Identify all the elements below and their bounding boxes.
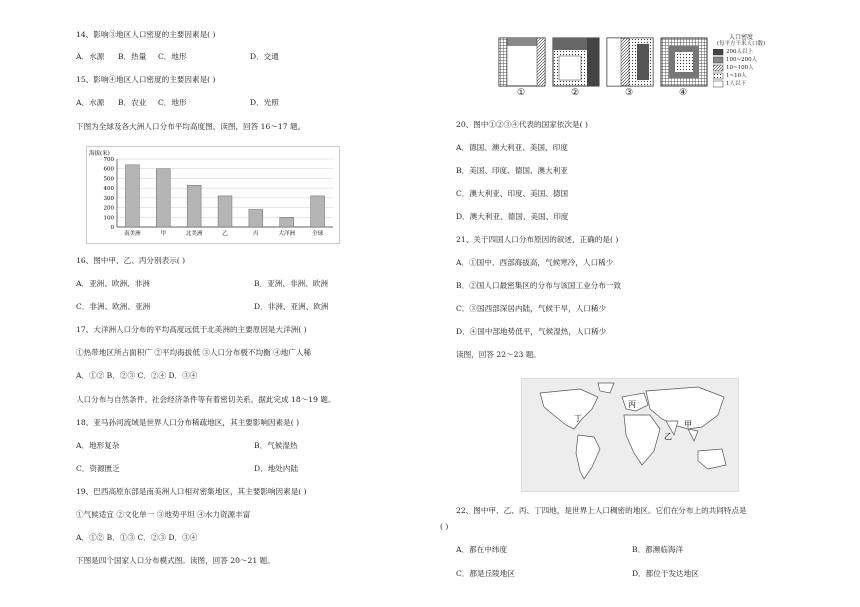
question-20: 20、图中①②③④代表的国家依次是( ) (456, 120, 588, 129)
q16-option-d[interactable]: D．非洲、亚洲、欧洲 (254, 302, 329, 311)
bar-大洋洲 (280, 217, 294, 227)
q15-option-c[interactable]: C．地形 (158, 98, 187, 107)
x-tick-label: 乙 (222, 231, 228, 237)
y-tick-label: 300 (103, 195, 114, 202)
q19-items: ①气候适宜 ②文化单一 ③地势平坦 ④水力资源丰富 (76, 510, 251, 519)
q14-option-b[interactable]: B．热量 (118, 52, 147, 61)
q14-option-d[interactable]: D．交通 (250, 52, 279, 61)
bar-chart-svg (87, 147, 339, 243)
q22-option-a[interactable]: A．都在中纬度 (456, 545, 508, 554)
q22-option-c[interactable]: C．都是丘陵地区 (456, 569, 515, 578)
x-tick-label: 大洋洲 (278, 231, 295, 237)
world-map-svg (522, 379, 738, 491)
q14-option-a[interactable]: A．水源 (76, 52, 105, 61)
x-tick-label: 全球 (312, 231, 324, 237)
q17-options[interactable]: A．①② B．②③ C．②④ D．③④ (76, 371, 198, 380)
y-axis-label: 海拔(米) (89, 151, 110, 157)
pattern-4 (661, 38, 707, 86)
q16-option-b[interactable]: B．亚洲、非洲、欧洲 (254, 279, 328, 288)
intro-16-17: 下图为全球及各大洲人口分布平均高度图。读图，回答 16～17 题。 (76, 122, 306, 131)
intro-22-23: 读图，回答 22～23 题。 (456, 350, 541, 359)
q18-option-b[interactable]: B．气候湿热 (254, 441, 298, 450)
legend-item-1: 200人以上 (726, 49, 753, 55)
legend-item-5: 1人以下 (726, 81, 746, 87)
map-label-bing: 丙 (628, 400, 636, 409)
legend-subtitle: (每平方千米人口数) (716, 41, 766, 47)
pattern-svg (497, 36, 709, 90)
x-tick-label: 南美洲 (124, 231, 141, 237)
map-label-yi: 乙 (664, 432, 672, 441)
pattern-label-2: ② (571, 88, 580, 98)
question-22: 22、图中甲、乙、丙、丁四地，是世界上人口稠密的地区。它们在分布上的共同特点是 (456, 506, 747, 515)
q20-option-d[interactable]: D．澳大利亚、德国、美国、印度 (456, 212, 569, 221)
pattern-label-4: ④ (679, 88, 688, 98)
q15-option-b[interactable]: B．农业 (118, 98, 147, 107)
x-tick-label: 北美洲 (185, 231, 203, 237)
density-legend (711, 34, 771, 96)
question-22-cont: ( ) (440, 522, 449, 531)
q20-option-c[interactable]: C．澳大利亚、印度、美国、德国 (456, 189, 569, 198)
bar-甲 (156, 169, 170, 227)
legend-item-2: 100~200人 (726, 57, 758, 63)
legend-title: 人口密度 (728, 34, 753, 41)
question-19: 19、巴西高原东部是南美洲人口相对密集地区，其主要影响因素是( ) (76, 487, 307, 496)
q21-option-a[interactable]: A．①国中、西部海拔高，气候寒冷，人口稀少 (456, 258, 614, 267)
y-tick-label: 700 (103, 157, 114, 163)
y-tick-label: 400 (103, 186, 114, 193)
q18-option-c[interactable]: C．资源匮乏 (76, 464, 120, 473)
q18-option-a[interactable]: A．地形复杂 (76, 441, 120, 450)
y-tick-label: 500 (103, 176, 114, 183)
q21-option-b[interactable]: B．②国人口最密集区的分布与该国工业分布一致 (456, 281, 622, 290)
y-tick-label: 100 (103, 215, 114, 222)
q22-option-b[interactable]: B．都濒临海洋 (632, 545, 684, 554)
world-map (521, 378, 739, 492)
pattern-1 (499, 38, 545, 86)
legend-item-4: 1~10人 (726, 73, 747, 79)
bar-南美洲 (125, 165, 139, 227)
q15-option-d[interactable]: D．光照 (250, 98, 279, 107)
y-tick-label: 200 (103, 205, 114, 212)
legend-labels (726, 48, 757, 88)
q15-option-a[interactable]: A．水源 (76, 98, 105, 107)
q16-option-a[interactable]: A．亚洲、欧洲、非洲 (76, 279, 150, 288)
question-14: 14、影响③地区人口密度的主要因素是( ) (76, 30, 216, 39)
question-15: 15、影响④地区人口密度的主要因素是( ) (76, 75, 216, 84)
q18-option-d[interactable]: D．地处内陆 (254, 464, 299, 473)
legend-swatches (713, 49, 725, 89)
q20-option-a[interactable]: A．德国、澳大利亚、美国、印度 (456, 143, 568, 152)
intro-20-21: 下图是四个国家人口分布模式图。读图，回答 20～21 题。 (76, 556, 275, 565)
pattern-3 (607, 38, 653, 86)
intro-18-19: 人口分布与自然条件、社会经济条件等有着密切关系。据此完成 18～19 题。 (76, 395, 336, 404)
question-17: 17、大洋洲人口分布的平均高度远低于北美洲的主要原因是大洋洲( ) (76, 325, 307, 334)
q20-option-b[interactable]: B．美国、印度、德国、澳大利亚 (456, 166, 568, 175)
y-tick-label: 0 (110, 225, 114, 231)
map-label-jia: 甲 (684, 420, 692, 429)
pattern-label-3: ③ (625, 88, 634, 98)
q14-option-c[interactable]: C．地形 (158, 52, 187, 61)
q16-option-c[interactable]: C．非洲、欧洲、亚洲 (76, 302, 151, 311)
q17-items: ①热带地区所占面积广 ②平均海拔低 ③人口分布极不均衡 ④地广人稀 (76, 348, 312, 357)
bar-乙 (218, 196, 232, 227)
map-label-ding: 丁 (574, 414, 582, 423)
q19-options[interactable]: A．①② B．①③ C．②③ D．③④ (76, 533, 198, 542)
bar-全球 (311, 196, 325, 227)
legend-item-3: 10~100人 (726, 65, 754, 71)
question-18: 18、亚马孙河流域是世界人口分布稀疏地区，其主要影响因素是( ) (76, 418, 300, 427)
pattern-label-1: ① (517, 88, 526, 98)
pattern-labels (503, 88, 703, 102)
pattern-2 (553, 38, 599, 86)
x-tick-label: 甲 (160, 231, 167, 237)
elevation-bar-chart (86, 146, 340, 244)
bar-北美洲 (187, 185, 201, 227)
q21-option-c[interactable]: C．③国西部深居内陆，气候干旱，人口稀少 (456, 304, 607, 313)
bar-丙 (249, 210, 263, 227)
y-tick-label: 600 (103, 166, 114, 173)
q21-option-d[interactable]: D．④国中部地势低平，气候湿热，人口稀少 (456, 327, 607, 336)
question-21: 21、关于四国人口分布原因的叙述，正确的是( ) (456, 235, 619, 244)
question-16: 16、图中甲、乙、丙分别表示( ) (76, 256, 186, 265)
q22-option-d[interactable]: D．都位于发达地区 (632, 569, 699, 578)
x-tick-label: 丙 (253, 231, 259, 237)
